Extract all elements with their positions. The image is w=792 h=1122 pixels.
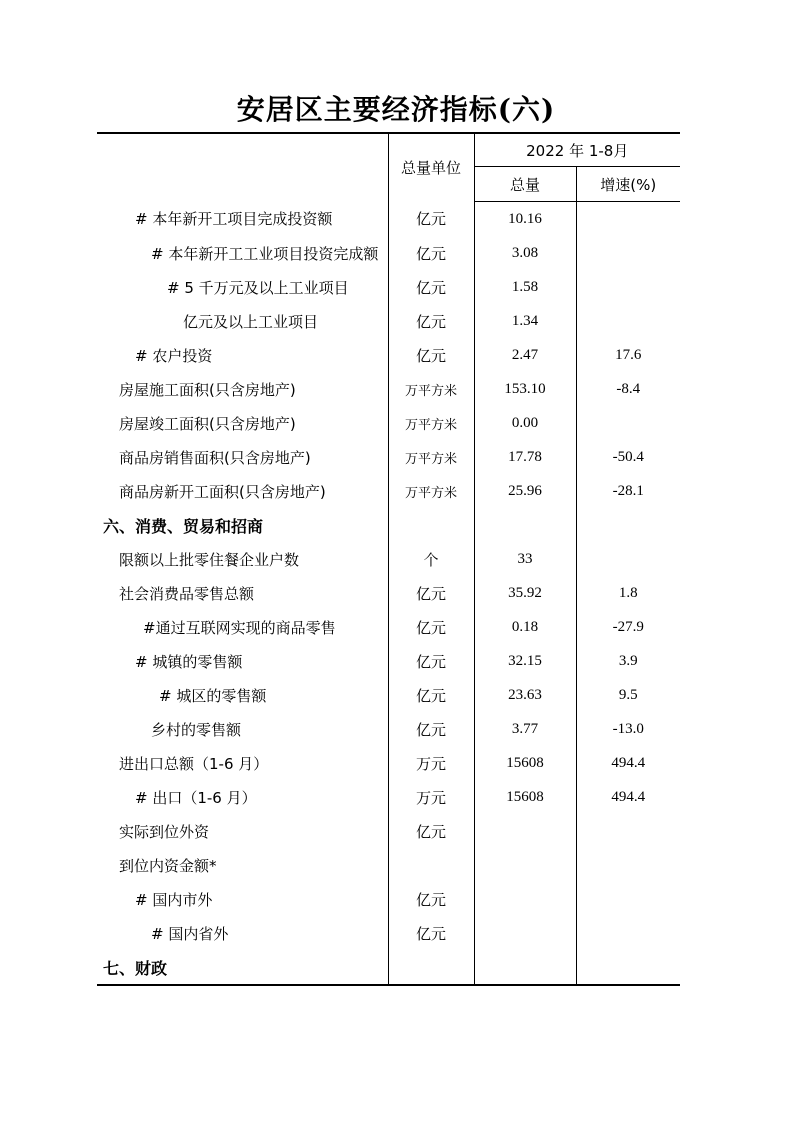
table-row — [97, 610, 680, 644]
total-cell: 15608 — [474, 746, 576, 780]
table-row — [97, 814, 680, 848]
table-header — [97, 133, 680, 202]
indicator-name: 亿元及以上工业项目 — [183, 312, 319, 331]
unit-cell: 万平方米 — [388, 372, 474, 406]
unit-cell — [388, 848, 474, 882]
indicator-name: 实际到位外资 — [119, 822, 210, 841]
growth-cell: 494.4 — [576, 746, 680, 780]
total-cell: 10.16 — [474, 202, 576, 237]
total-cell — [474, 814, 576, 848]
table-row — [97, 304, 680, 338]
table-row — [97, 848, 680, 882]
unit-cell: 亿元 — [388, 202, 474, 237]
table-row — [97, 270, 680, 304]
indicator-name: # 本年新开工项目完成投资额 — [135, 210, 333, 229]
unit-cell: 亿元 — [388, 712, 474, 746]
total-cell: 0.18 — [474, 610, 576, 644]
total-cell: 2.47 — [474, 338, 576, 372]
indicator-name: # 城镇的零售额 — [135, 652, 243, 671]
total-cell — [474, 882, 576, 916]
unit-cell — [388, 508, 474, 542]
total-cell: 25.96 — [474, 474, 576, 508]
table-row — [97, 474, 680, 508]
indicator-name: 社会消费品零售总额 — [119, 584, 255, 603]
table-row — [97, 746, 680, 780]
table-row — [97, 338, 680, 372]
unit-cell: 万元 — [388, 780, 474, 814]
total-cell: 0.00 — [474, 406, 576, 440]
total-cell — [474, 848, 576, 882]
header-unit: 总量单位 — [388, 133, 474, 202]
unit-cell: 亿元 — [388, 270, 474, 304]
indicator-name: # 国内省外 — [151, 924, 229, 943]
growth-cell — [576, 508, 680, 542]
indicator-name: 到位内资金额* — [119, 856, 217, 875]
table-row — [97, 542, 680, 576]
total-cell: 35.92 — [474, 576, 576, 610]
growth-cell: -27.9 — [576, 610, 680, 644]
growth-cell: -8.4 — [576, 372, 680, 406]
total-cell — [474, 950, 576, 985]
table-row — [97, 712, 680, 746]
growth-cell: 9.5 — [576, 678, 680, 712]
indicator-name: # 城区的零售额 — [159, 686, 267, 705]
unit-cell: 亿元 — [388, 678, 474, 712]
unit-cell: 亿元 — [388, 882, 474, 916]
total-cell — [474, 508, 576, 542]
total-cell: 3.08 — [474, 236, 576, 270]
total-cell: 1.34 — [474, 304, 576, 338]
unit-cell: 万平方米 — [388, 440, 474, 474]
growth-cell: 494.4 — [576, 780, 680, 814]
total-cell: 15608 — [474, 780, 576, 814]
indicator-name: 房屋施工面积(只含房地产) — [119, 380, 296, 399]
unit-cell: 万平方米 — [388, 406, 474, 440]
unit-cell: 万元 — [388, 746, 474, 780]
growth-cell — [576, 848, 680, 882]
growth-cell — [576, 950, 680, 985]
header-growth: 增速(%) — [576, 167, 680, 202]
growth-cell: 3.9 — [576, 644, 680, 678]
growth-cell — [576, 304, 680, 338]
table-body — [97, 202, 680, 986]
growth-cell — [576, 202, 680, 237]
unit-cell: 亿元 — [388, 916, 474, 950]
indicator-name: 房屋竣工面积(只含房地产) — [119, 414, 296, 433]
table-row — [97, 882, 680, 916]
table-row — [97, 576, 680, 610]
unit-cell: 万平方米 — [388, 474, 474, 508]
page-title: 安居区主要经济指标(六) — [236, 93, 556, 126]
table-row — [97, 202, 680, 237]
indicator-name: # 本年新开工工业项目投资完成额 — [151, 244, 379, 263]
indicator-name: # 国内市外 — [135, 890, 213, 909]
total-cell: 33 — [474, 542, 576, 576]
growth-cell: 1.8 — [576, 576, 680, 610]
table-row — [97, 406, 680, 440]
table-row — [97, 780, 680, 814]
growth-cell — [576, 406, 680, 440]
header-blank-cell — [97, 133, 388, 202]
header-period: 2022 年 1-8月 — [474, 133, 680, 167]
total-cell: 1.58 — [474, 270, 576, 304]
table-row — [97, 916, 680, 950]
growth-cell — [576, 270, 680, 304]
table-row — [97, 440, 680, 474]
indicator-name: # 5 千万元及以上工业项目 — [167, 278, 349, 297]
growth-cell — [576, 542, 680, 576]
unit-cell: 个 — [388, 542, 474, 576]
growth-cell: 17.6 — [576, 338, 680, 372]
growth-cell — [576, 814, 680, 848]
total-cell: 153.10 — [474, 372, 576, 406]
section-title: 六、消费、贸易和招商 — [103, 516, 264, 536]
section-row — [97, 950, 680, 985]
indicator-name: # 农户投资 — [135, 346, 213, 365]
unit-cell: 亿元 — [388, 304, 474, 338]
unit-cell: 亿元 — [388, 236, 474, 270]
indicator-name: # 出口（1-6 月） — [135, 788, 257, 807]
growth-cell: -50.4 — [576, 440, 680, 474]
section-title: 七、财政 — [97, 950, 388, 985]
header-total: 总量 — [474, 167, 576, 202]
unit-cell: 亿元 — [388, 338, 474, 372]
section-row — [97, 508, 680, 542]
growth-cell — [576, 916, 680, 950]
indicator-name: 进出口总额（1-6 月） — [119, 754, 269, 773]
table-row — [97, 678, 680, 712]
indicator-name: 商品房销售面积(只含房地产) — [119, 448, 311, 467]
unit-cell: 亿元 — [388, 644, 474, 678]
unit-cell — [388, 950, 474, 985]
unit-cell: 亿元 — [388, 814, 474, 848]
total-cell: 17.78 — [474, 440, 576, 474]
indicator-name: 乡村的零售额 — [151, 720, 242, 739]
table-row — [97, 644, 680, 678]
growth-cell: -28.1 — [576, 474, 680, 508]
total-cell — [474, 916, 576, 950]
unit-cell: 亿元 — [388, 576, 474, 610]
indicator-name: 商品房新开工面积(只含房地产) — [119, 482, 326, 501]
unit-cell: 亿元 — [388, 610, 474, 644]
total-cell: 23.63 — [474, 678, 576, 712]
growth-cell: -13.0 — [576, 712, 680, 746]
total-cell: 3.77 — [474, 712, 576, 746]
table-row — [97, 236, 680, 270]
indicator-name: #通过互联网实现的商品零售 — [143, 618, 336, 637]
growth-cell — [576, 236, 680, 270]
indicator-table — [97, 132, 680, 986]
table-row — [97, 372, 680, 406]
total-cell: 32.15 — [474, 644, 576, 678]
indicator-name: 限额以上批零住餐企业户数 — [119, 550, 300, 569]
growth-cell — [576, 882, 680, 916]
